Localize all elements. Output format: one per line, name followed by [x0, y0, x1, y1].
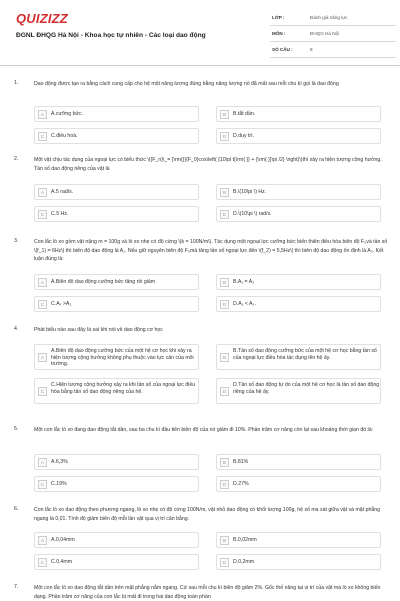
question-number: 5.	[14, 426, 19, 432]
option-letter-box: B	[220, 536, 229, 545]
option-text: A.Biên độ dao động cưỡng bức của một hệ cơ học khi xảy ra hiện tượng cộng hưởng không phụ thuộc vào lực cản của môi trường.	[51, 348, 194, 367]
option-text: C.điều hoà.	[51, 133, 78, 139]
option-text: D.Tần số dao động tự do của một hệ cơ học là tần số dao động riêng của hệ ấy.	[233, 382, 380, 395]
meta-value: ĐHQG Hà Nội	[310, 31, 340, 36]
option-d[interactable]	[216, 378, 381, 404]
option-c[interactable]	[34, 476, 199, 492]
question-number: 7.	[14, 584, 19, 590]
question-text: Một vật chịu tác dụng của ngoại lực có biểu thức \({F_n}\_= {\rm{}}{F_0}cos\left( {10\pi t{\rm{ }} + {\rm{ }}\pi /2} \right)\)thì xảy ra hiện tượng cộng hưởng. Tần số dao động riêng của vật là	[34, 157, 382, 172]
question-text: Một con lắc lò xo dao động tắt dần trên mặt phẳng nằm ngang. Cứ sau mỗi chu kì biên độ giảm 2%. Gốc thế năng tại vị trí của vật mà lò xo không biến dạng. Phần trăm cơ năng của con lắc bị mất đi trong hai dao động toàn phần	[34, 585, 381, 600]
option-letter-box: D	[220, 387, 229, 396]
option-letter-box: A	[38, 188, 47, 197]
option-a[interactable]	[34, 344, 199, 370]
option-letter-box: B	[220, 110, 229, 119]
option-letter-box: A	[38, 110, 47, 119]
meta-row-subject	[270, 26, 396, 42]
option-a[interactable]	[34, 274, 199, 290]
question-text: Con lắc lò xo dao động theo phương ngang, lò xo nhẹ có độ cứng 100N/m, vật nhỏ dao động có khối lượng 100g, hệ số ma sát giữa vật và mặt phẳng ngang là 0,01. Tính độ giảm biên độ mỗi lần vật qua vị trí cân bằng.	[34, 507, 381, 522]
option-text: B.0,02mm	[233, 537, 257, 543]
option-text: C.5 Hz.	[51, 211, 69, 217]
option-text: C.Hiện tượng cộng hưởng xảy ra khi tần số của ngoại lực điều hòa bằng tần số dao động riêng của hệ.	[51, 382, 196, 395]
option-b[interactable]	[216, 106, 381, 122]
option-text: D.duy trì.	[233, 133, 255, 139]
option-text: B.A₁ = A₂	[233, 279, 255, 285]
option-text: A.0,04mm	[51, 537, 75, 543]
option-d[interactable]	[216, 554, 381, 570]
option-text: A.Biên độ dao động cưỡng bức tăng rồi giảm	[51, 279, 156, 285]
option-d[interactable]	[216, 296, 381, 312]
meta-value: Đánh giá năng lực	[310, 15, 348, 20]
question-number: 6.	[14, 506, 19, 512]
option-text: B.tắt dần.	[233, 111, 256, 117]
option-letter-box: D	[220, 558, 229, 567]
option-b[interactable]	[216, 454, 381, 470]
option-letter-box: D	[220, 132, 229, 141]
option-text: D.0,2mm	[233, 559, 255, 565]
option-c[interactable]	[34, 296, 199, 312]
option-letter-box: B	[220, 188, 229, 197]
option-c[interactable]	[34, 128, 199, 144]
question-number: 2.	[14, 156, 19, 162]
option-text: D.\(10\pi \) rad/s.	[233, 211, 272, 217]
option-letter-box: D	[220, 210, 229, 219]
option-text: C.19%	[51, 481, 67, 487]
option-a[interactable]	[34, 532, 199, 548]
option-letter-box: C	[38, 558, 47, 567]
question-number: 3.	[14, 238, 19, 244]
option-text: B.\(10\pi \) Hz.	[233, 189, 267, 195]
option-letter-box: A	[38, 353, 47, 362]
worksheet-title: ĐGNL ĐHQG Hà Nội - Khoa học tự nhiên - Các loại dao động	[16, 32, 206, 39]
meta-key: SỐ CÂU :	[272, 47, 293, 52]
option-text: B.81%	[233, 459, 249, 465]
option-a[interactable]	[34, 454, 199, 470]
option-b[interactable]	[216, 184, 381, 200]
question-text: Dao động được tạo ra bằng cách cung cấp cho hệ một năng lượng đúng bằng năng lượng nó đã mất sau mỗi chu kì gọi là dao động	[34, 81, 339, 87]
meta-row-class	[270, 10, 396, 26]
question-number: 1.	[14, 80, 19, 86]
option-text: B.Tần số dao động cưỡng bức của một hệ cơ học bằng tần số của ngoại lực điều hòa tác dụng lên hệ ấy.	[233, 348, 377, 361]
option-letter-box: D	[220, 480, 229, 489]
option-text: D.A₁ < A₂.	[233, 301, 256, 307]
option-letter-box: B	[220, 458, 229, 467]
option-letter-box: C	[38, 300, 47, 309]
option-letter-box: B	[220, 353, 229, 362]
option-b[interactable]	[216, 274, 381, 290]
option-text: C.0,4mm	[51, 559, 73, 565]
option-text: C.A₁ >A₂	[51, 301, 72, 307]
quizizz-logo: QUIZIZZ	[16, 11, 68, 26]
question-text: Phát biểu nào sau đây là sai khi nói về dao động cơ học	[34, 327, 163, 333]
option-letter-box: A	[38, 536, 47, 545]
option-c[interactable]	[34, 554, 199, 570]
option-d[interactable]	[216, 476, 381, 492]
option-letter-box: C	[38, 132, 47, 141]
option-text: A.5 rad/s.	[51, 189, 74, 195]
option-a[interactable]	[34, 106, 199, 122]
option-text: A.cưỡng bức.	[51, 111, 83, 117]
question-text: Một con lắc lò xo đang dao động tắt dần, sau ba chu kì đầu tiên biên độ của nó giảm đi 10%. Phần trăm cơ năng còn lại sau khoảng thời gian đó là:	[34, 427, 374, 433]
option-d[interactable]	[216, 206, 381, 222]
option-letter-box: B	[220, 278, 229, 287]
question-text: Con lắc lò xo gồm vật nặng m = 100g và lò xo nhẹ có độ cứng \(k = 100N/m\). Tác dụng một ngoại lực cưỡng bức biến thiên điều hòa biên độ F₀và tần số \(f_1) = 6Hz\) thì biên độ dao động là A₁. Nếu giữ nguyên biên độ F₀mà tăng tần số ngoại lực đến \(f_2) = 5,5Hz\) thì biên độ dao động ổn định là A₂. Kết luận đúng là:	[34, 239, 388, 263]
option-letter-box: D	[220, 300, 229, 309]
option-letter-box: C	[38, 387, 47, 396]
worksheet-header	[0, 0, 400, 62]
meta-key: MÔN :	[272, 31, 286, 36]
option-b[interactable]	[216, 344, 381, 370]
option-letter-box: A	[38, 458, 47, 467]
meta-row-count	[270, 42, 396, 58]
meta-table	[270, 10, 396, 58]
option-c[interactable]	[34, 378, 199, 404]
option-text: D.27%	[233, 481, 249, 487]
header-divider	[0, 65, 400, 66]
option-letter-box: C	[38, 480, 47, 489]
option-text: A.6,3%	[51, 459, 68, 465]
meta-value: 8	[310, 47, 313, 52]
option-a[interactable]	[34, 184, 199, 200]
option-letter-box: A	[38, 278, 47, 287]
question-number: 4.	[14, 326, 19, 332]
option-b[interactable]	[216, 532, 381, 548]
option-letter-box: C	[38, 210, 47, 219]
meta-key: LỚP :	[272, 15, 285, 20]
option-d[interactable]	[216, 128, 381, 144]
option-c[interactable]	[34, 206, 199, 222]
